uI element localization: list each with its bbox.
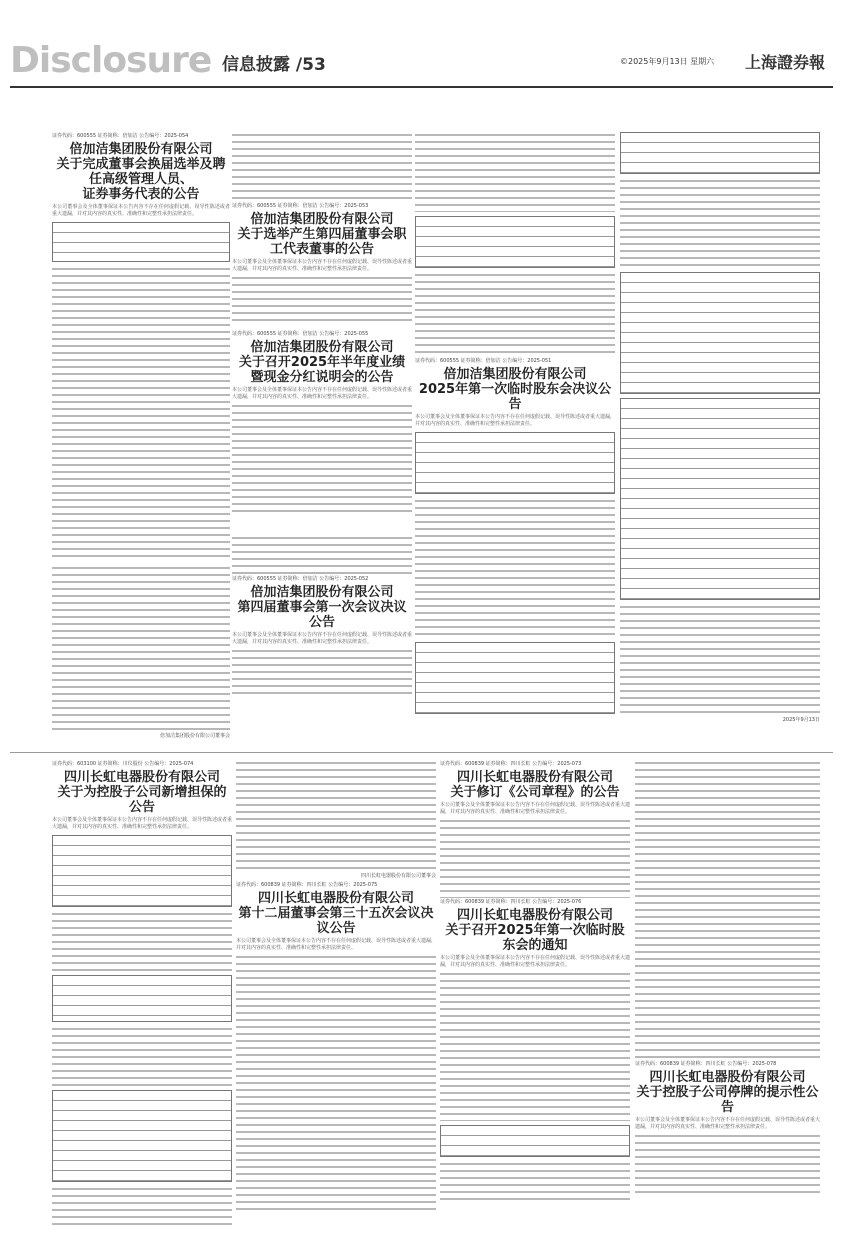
data-table [415,432,615,494]
notice-body-text [232,403,412,513]
page-header [0,0,843,90]
notice-paragraph: 本公司董事会及全体董事保证本公告内容不存在任何虚假记载、误导性陈述或者重大遗漏，并对其内容的真实性、准确性和完整性承担法律责任。 [232,387,412,400]
notice-paragraph: 本公司董事会及全体董事保证本公告内容不存在任何虚假记载、误导性陈述或者重大遗漏，并对其内容的真实性、准确性和完整性承担法律责任。 [52,204,230,217]
notice-block: 证券代码：600839 证券简称：四川长虹 公告编号：2025-073 四川长虹电器股份有限公司 关于修订《公司章程》的公告 本公司董事会及全体董事保证本公告内容不存在任何虚假记载、误导性陈述或者重大遗漏，并对其内容的真实性、准确性和完整性承担法律责任。 证券代码：600839 证券简称：四川长虹 公告编号：2025-076 四川长虹电器股份有限公司 关于召开2025年第一次临时股东会的通知 本公司董事会及全体董事保证本公告内容不存在任何虚假记载、误导性陈述或者重大遗漏，并对其内容的真实性、准确性和完整性承担法律责任。 [440,760,630,1230]
notice-body-text [232,132,412,202]
notice-block: 证券代码：600555 证券简称：倍加洁 公告编号：2025-052 倍加洁集团股份有限公司 第四届董事会第一次会议决议公告 本公司董事会及全体董事保证本公告内容不存在任何虚假记载、误导性陈述或者重大遗漏，并对其内容的真实性、准确性和完整性承担法律责任。 [232,535,412,745]
signature: 四川长虹电器股份有限公司董事会 [360,873,436,879]
data-table [415,642,615,714]
data-table [52,222,230,262]
notice-body-text [415,132,615,212]
notice-body-text [52,1026,232,1086]
newspaper-name: 上海證券報 [745,53,826,72]
notice-title: 四川长虹电器股份有限公司 第十二届董事会第三十五次会议决议公告 [238,891,434,936]
notice-paragraph: 本公司董事会及全体董事保证本公告内容不存在任何虚假记载、误导性陈述或者重大遗漏，并对其内容的真实性、准确性和完整性承担法律责任。 [440,802,630,815]
section-title: 信息披露 /53 [222,55,326,75]
data-table [620,398,820,600]
section-divider [10,752,833,753]
notice-title: 倍加洁集团股份有限公司 关于召开2025年半年度业绩 暨现金分红说明会的公告 [238,340,406,385]
notice-title: 倍加洁集团股份有限公司 关于选举产生第四届董事会职工代表董事的公告 [237,212,407,257]
signature: 2025年9月13日 [782,717,820,723]
notice-body-text [620,178,820,268]
notice-body-text [440,971,630,1121]
notice-paragraph: 本公司董事会及全体董事保证本公告内容不存在任何虚假记载、误导性陈述或者重大遗漏，并对其内容的真实性、准确性和完整性承担法律责任。 [236,938,436,951]
data-table [440,1125,630,1157]
notice-block: 证券代码：600839 证券简称：四川长虹 公告编号：2025-078 四川长虹电器股份有限公司 关于控股子公司停牌的提示性公告 本公司董事会及全体董事保证本公告内容不存在任何虚假记载、误导性陈述或者重大遗漏，并对其内容的真实性、准确性和完整性承担法律责任。 [635,760,820,1230]
data-table [52,1090,232,1182]
notice-body-text [232,275,412,325]
notice-title: 四川长虹电器股份有限公司 关于控股子公司停牌的提示性公告 [636,1070,819,1115]
notice-body-text [440,818,630,898]
notice-body-text [635,1133,820,1193]
notice-paragraph: 本公司董事会及全体董事保证本公告内容不存在任何虚假记载、误导性陈述或者重大遗漏，并对其内容的真实性、准确性和完整性承担法律责任。 [635,1117,820,1130]
notice-block: 证券代码：600555 证券简称：倍加洁 公告编号：2025-054 倍加洁集团股份有限公司 关于完成董事会换届选举及聘任高级管理人员、 证券事务代表的公告 本公司董事会及全体董事保证本公告内容不存在任何虚假记载、误导性陈述或者重大遗漏，并对其内容的真实性、准确性和完整性承担法律责任。 [52,132,230,562]
notice-body-text [440,1161,630,1201]
data-table [52,975,232,1022]
notice-block: 证券代码：600555 证券简称：倍加洁 公告编号：2025-055 倍加洁集团股份有限公司 关于召开2025年半年度业绩 暨现金分红说明会的公告 本公司董事会及全体董事保证本公告内容不存在任何虚假记载、误导性陈述或者重大遗漏，并对其内容的真实性、准确性和完整性承担法律责任。 [232,330,412,530]
notice-body-text [232,535,412,575]
notice-body-text [236,760,436,870]
notice-body-text [415,272,615,357]
notice-block: 证券代码：600555 证券简称：倍加洁 公告编号：2025-053 倍加洁集团股份有限公司 关于选举产生第四届董事会职工代表董事的公告 本公司董事会及全体董事保证本公告内容不存在任何虚假记载、误导性陈述或者重大遗漏，并对其内容的真实性、准确性和完整性承担法律责任。 [232,132,412,327]
notice-paragraph: 本公司董事会及全体董事保证本公告内容不存在任何虚假记载、误导性陈述或者重大遗漏，并对其内容的真实性、准确性和完整性承担法律责任。 [440,955,630,968]
notice-title: 倍加洁集团股份有限公司 2025年第一次临时股东会决议公告 [418,367,612,412]
notice-paragraph: 本公司董事会及全体董事保证本公告内容不存在任何虚假记载、误导性陈述或者重大遗漏，并对其内容的真实性、准确性和完整性承担法律责任。 [232,259,412,272]
notice-paragraph: 本公司董事会及全体董事保证本公告内容不存在任何虚假记载、误导性陈述或者重大遗漏，并对其内容的真实性、准确性和完整性承担法律责任。 [415,414,615,427]
notice-body-text [635,760,820,1060]
signature: 倍加洁集团股份有限公司董事会 [159,733,230,739]
notice-body-text [52,266,230,562]
notice-paragraph: 本公司董事会及全体董事保证本公告内容不存在任何虚假记载、误导性陈述或者重大遗漏，并对其内容的真实性、准确性和完整性承担法律责任。 [52,817,232,830]
notice-continuation [52,565,230,745]
notice-title: 倍加洁集团股份有限公司 关于完成董事会换届选举及聘任高级管理人员、 证券事务代表的公告 [56,142,226,202]
notice-body-text [52,1186,232,1230]
notice-title: 四川长虹电器股份有限公司 关于召开2025年第一次临时股东会的通知 [445,908,625,953]
notice-block: 证券代码：600555 证券简称：倍加洁 公告编号：2025-051 倍加洁集团股份有限公司 2025年第一次临时股东会决议公告 本公司董事会及全体董事保证本公告内容不存在任何虚假记载、误导性陈述或者重大遗漏，并对其内容的真实性、准确性和完整性承担法律责任。 [415,132,615,744]
notice-title: 倍加洁集团股份有限公司 第四届董事会第一次会议决议公告 [237,585,407,630]
notice-title: 四川长虹电器股份有限公司 关于修订《公司章程》的公告 [450,770,620,800]
notice-body-text [415,498,615,638]
data-table [620,272,820,394]
notice-paragraph: 本公司董事会及全体董事保证本公告内容不存在任何虚假记载、误导性陈述或者重大遗漏，并对其内容的真实性、准确性和完整性承担法律责任。 [232,632,412,645]
notice-body-text [52,565,230,730]
notice-body-text [52,911,232,971]
notice-block: 四川长虹电器股份有限公司董事会 证券代码：600839 证券简称：四川长虹 公告编号：2025-075 四川长虹电器股份有限公司 第十二届董事会第三十五次会议决议公告 本公司董事会及全体董事保证本公告内容不存在任何虚假记载、误导性陈述或者重大遗漏，并对其内容的真实性、准确性和完整性承担法律责任。 [236,760,436,1230]
data-table [415,216,615,268]
header-rule [10,86,833,88]
disclosure-logo: Disclosure [10,40,212,81]
notice-body-text [620,604,820,714]
data-table [52,835,232,907]
notice-block: 证券代码：603100 证券简称：川仪股份 公告编号：2025-074 四川长虹电器股份有限公司 关于为控股子公司新增担保的公告 本公司董事会及全体董事保证本公告内容不存在任何虚假记载、误导性陈述或者重大遗漏，并对其内容的真实性、准确性和完整性承担法律责任。 [52,760,232,1230]
data-table [620,132,820,174]
notice-continuation [620,132,820,744]
notice-title: 四川长虹电器股份有限公司 关于为控股子公司新增担保的公告 [57,770,227,815]
notice-body-text [232,648,412,698]
notice-body-text [236,954,436,1214]
issue-date: ©2025年9月13日 星期六 [620,57,715,66]
